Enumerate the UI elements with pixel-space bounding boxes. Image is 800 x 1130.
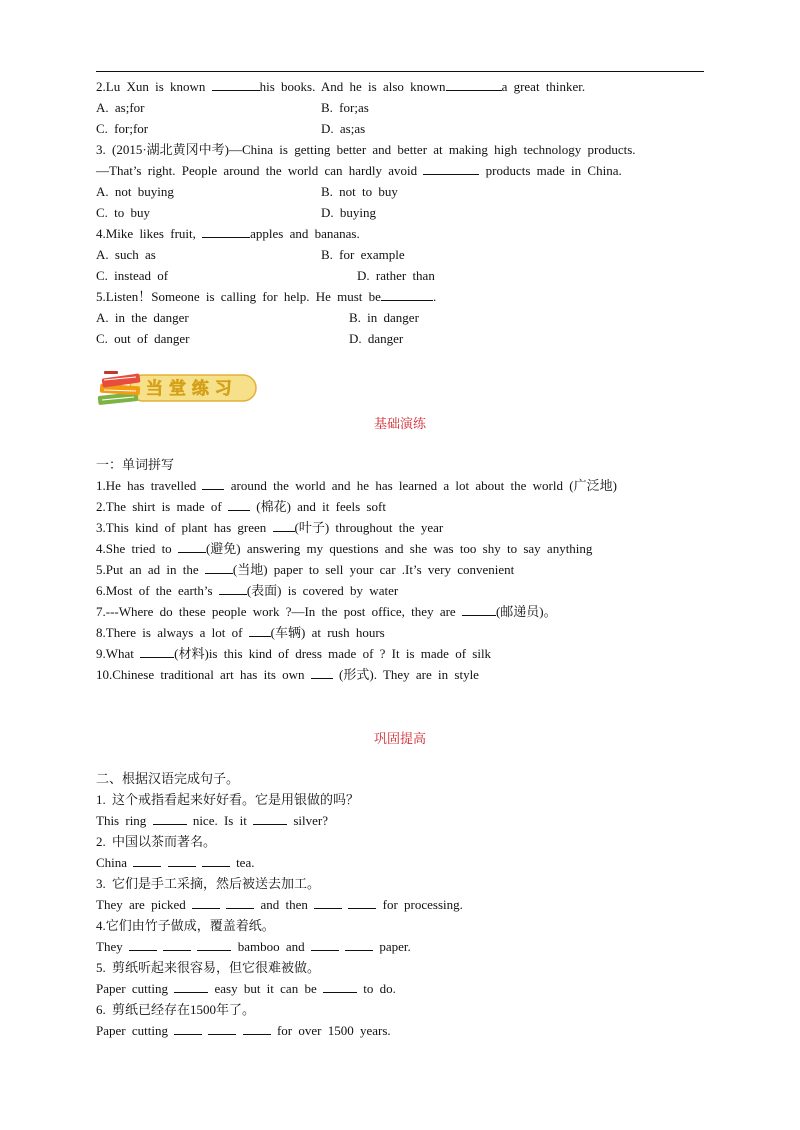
- list-item: This ring nice. Is it silver?: [96, 813, 328, 828]
- answer-blank: [212, 79, 260, 91]
- chinese-prompt: 6. 剪纸已经存在1500年了。: [96, 1002, 256, 1017]
- option-d: D. buying: [321, 205, 376, 220]
- answer-blank: [381, 289, 433, 301]
- chinese-prompt: 4.它们由竹子做成，覆盖着纸。: [96, 918, 275, 933]
- answer-blank: [446, 79, 502, 91]
- section-2-heading: 巩固提高: [373, 731, 426, 746]
- option-a: A. in the danger: [96, 310, 189, 325]
- question-3-reply: —That’s right. People around the world can hardly avoid products made in China.: [96, 163, 622, 178]
- option-b: B. for example: [321, 247, 405, 262]
- books-icon: [96, 368, 260, 410]
- answer-blank: [423, 163, 479, 175]
- section-1-heading: 基础演练: [373, 416, 426, 431]
- list-item: 5.Put an ad in the (当地) paper to sell your car .It’s very convenient: [96, 562, 515, 577]
- list-item: 4.She tried to (避免) answering my questions and she was too shy to say anything: [96, 541, 593, 556]
- section-1-title: 一：单词拼写: [96, 457, 175, 472]
- list-item: 3.This kind of plant has green (叶子) throughout the year: [96, 520, 444, 535]
- option-d: D. rather than: [357, 268, 435, 283]
- question-4-stem: 4.Mike likes fruit, apples and bananas.: [96, 226, 360, 241]
- chinese-prompt: 5. 剪纸听起来很容易，但它很难被做。: [96, 960, 321, 975]
- list-item: 6.Most of the earth’s (表面) is covered by water: [96, 583, 399, 598]
- option-a: A. as;for: [96, 100, 145, 115]
- list-item: 2.The shirt is made of (棉花) and it feels soft: [96, 499, 386, 514]
- section-2-title: 二、根据汉语完成句子。: [96, 771, 240, 786]
- option-d: D. danger: [349, 331, 404, 346]
- classroom-practice-banner: [96, 368, 260, 410]
- list-item: Paper cutting easy but it can be to do.: [96, 981, 396, 996]
- list-item: They are picked and then for processing.: [96, 897, 463, 912]
- chinese-prompt: 2. 中国以茶而著名。: [96, 834, 217, 849]
- list-item: Paper cutting for over 1500 years.: [96, 1023, 391, 1038]
- option-b: B. not to buy: [321, 184, 398, 199]
- chinese-prompt: 3. 它们是手工采摘，然后被送去加工。: [96, 876, 321, 891]
- option-d: D. as;as: [321, 121, 366, 136]
- option-b: B. in danger: [349, 310, 419, 325]
- list-item: 1.He has travelled around the world and he has learned a lot about the world (广泛地): [96, 478, 617, 493]
- list-item: 10.Chinese traditional art has its own (形式). They are in style: [96, 667, 479, 682]
- list-item: 7.---Where do these people work ?—In the post office, they are (邮递员)。: [96, 604, 557, 619]
- option-c: C. instead of: [96, 268, 169, 283]
- list-item: 9.What (材料)is this kind of dress made of ? It is made of silk: [96, 646, 492, 661]
- list-item: 8.There is always a lot of (车辆) at rush hours: [96, 625, 385, 640]
- question-3-stem: 3. (2015·湖北黄冈中考)—China is getting better and better at making high technology products.: [96, 142, 636, 157]
- list-item: They bamboo and paper.: [96, 939, 411, 954]
- question-5-stem: 5.Listen！Someone is calling for help. He must be .: [96, 289, 437, 304]
- option-c: C. for;for: [96, 121, 149, 136]
- list-item: China tea.: [96, 855, 255, 870]
- answer-blank: [202, 226, 250, 238]
- option-a: A. such as: [96, 247, 156, 262]
- option-a: A. not buying: [96, 184, 174, 199]
- option-c: C. to buy: [96, 205, 151, 220]
- option-c: C. out of danger: [96, 331, 190, 346]
- header-rule: [96, 71, 704, 72]
- option-b: B. for;as: [321, 100, 369, 115]
- banner-title: 当 堂 练 习: [146, 379, 232, 399]
- question-2-stem: 2.Lu Xun is known his books. And he is also known a great thinker.: [96, 79, 586, 94]
- chinese-prompt: 1. 这个戒指看起来好好看。它是用银做的吗？: [96, 792, 360, 807]
